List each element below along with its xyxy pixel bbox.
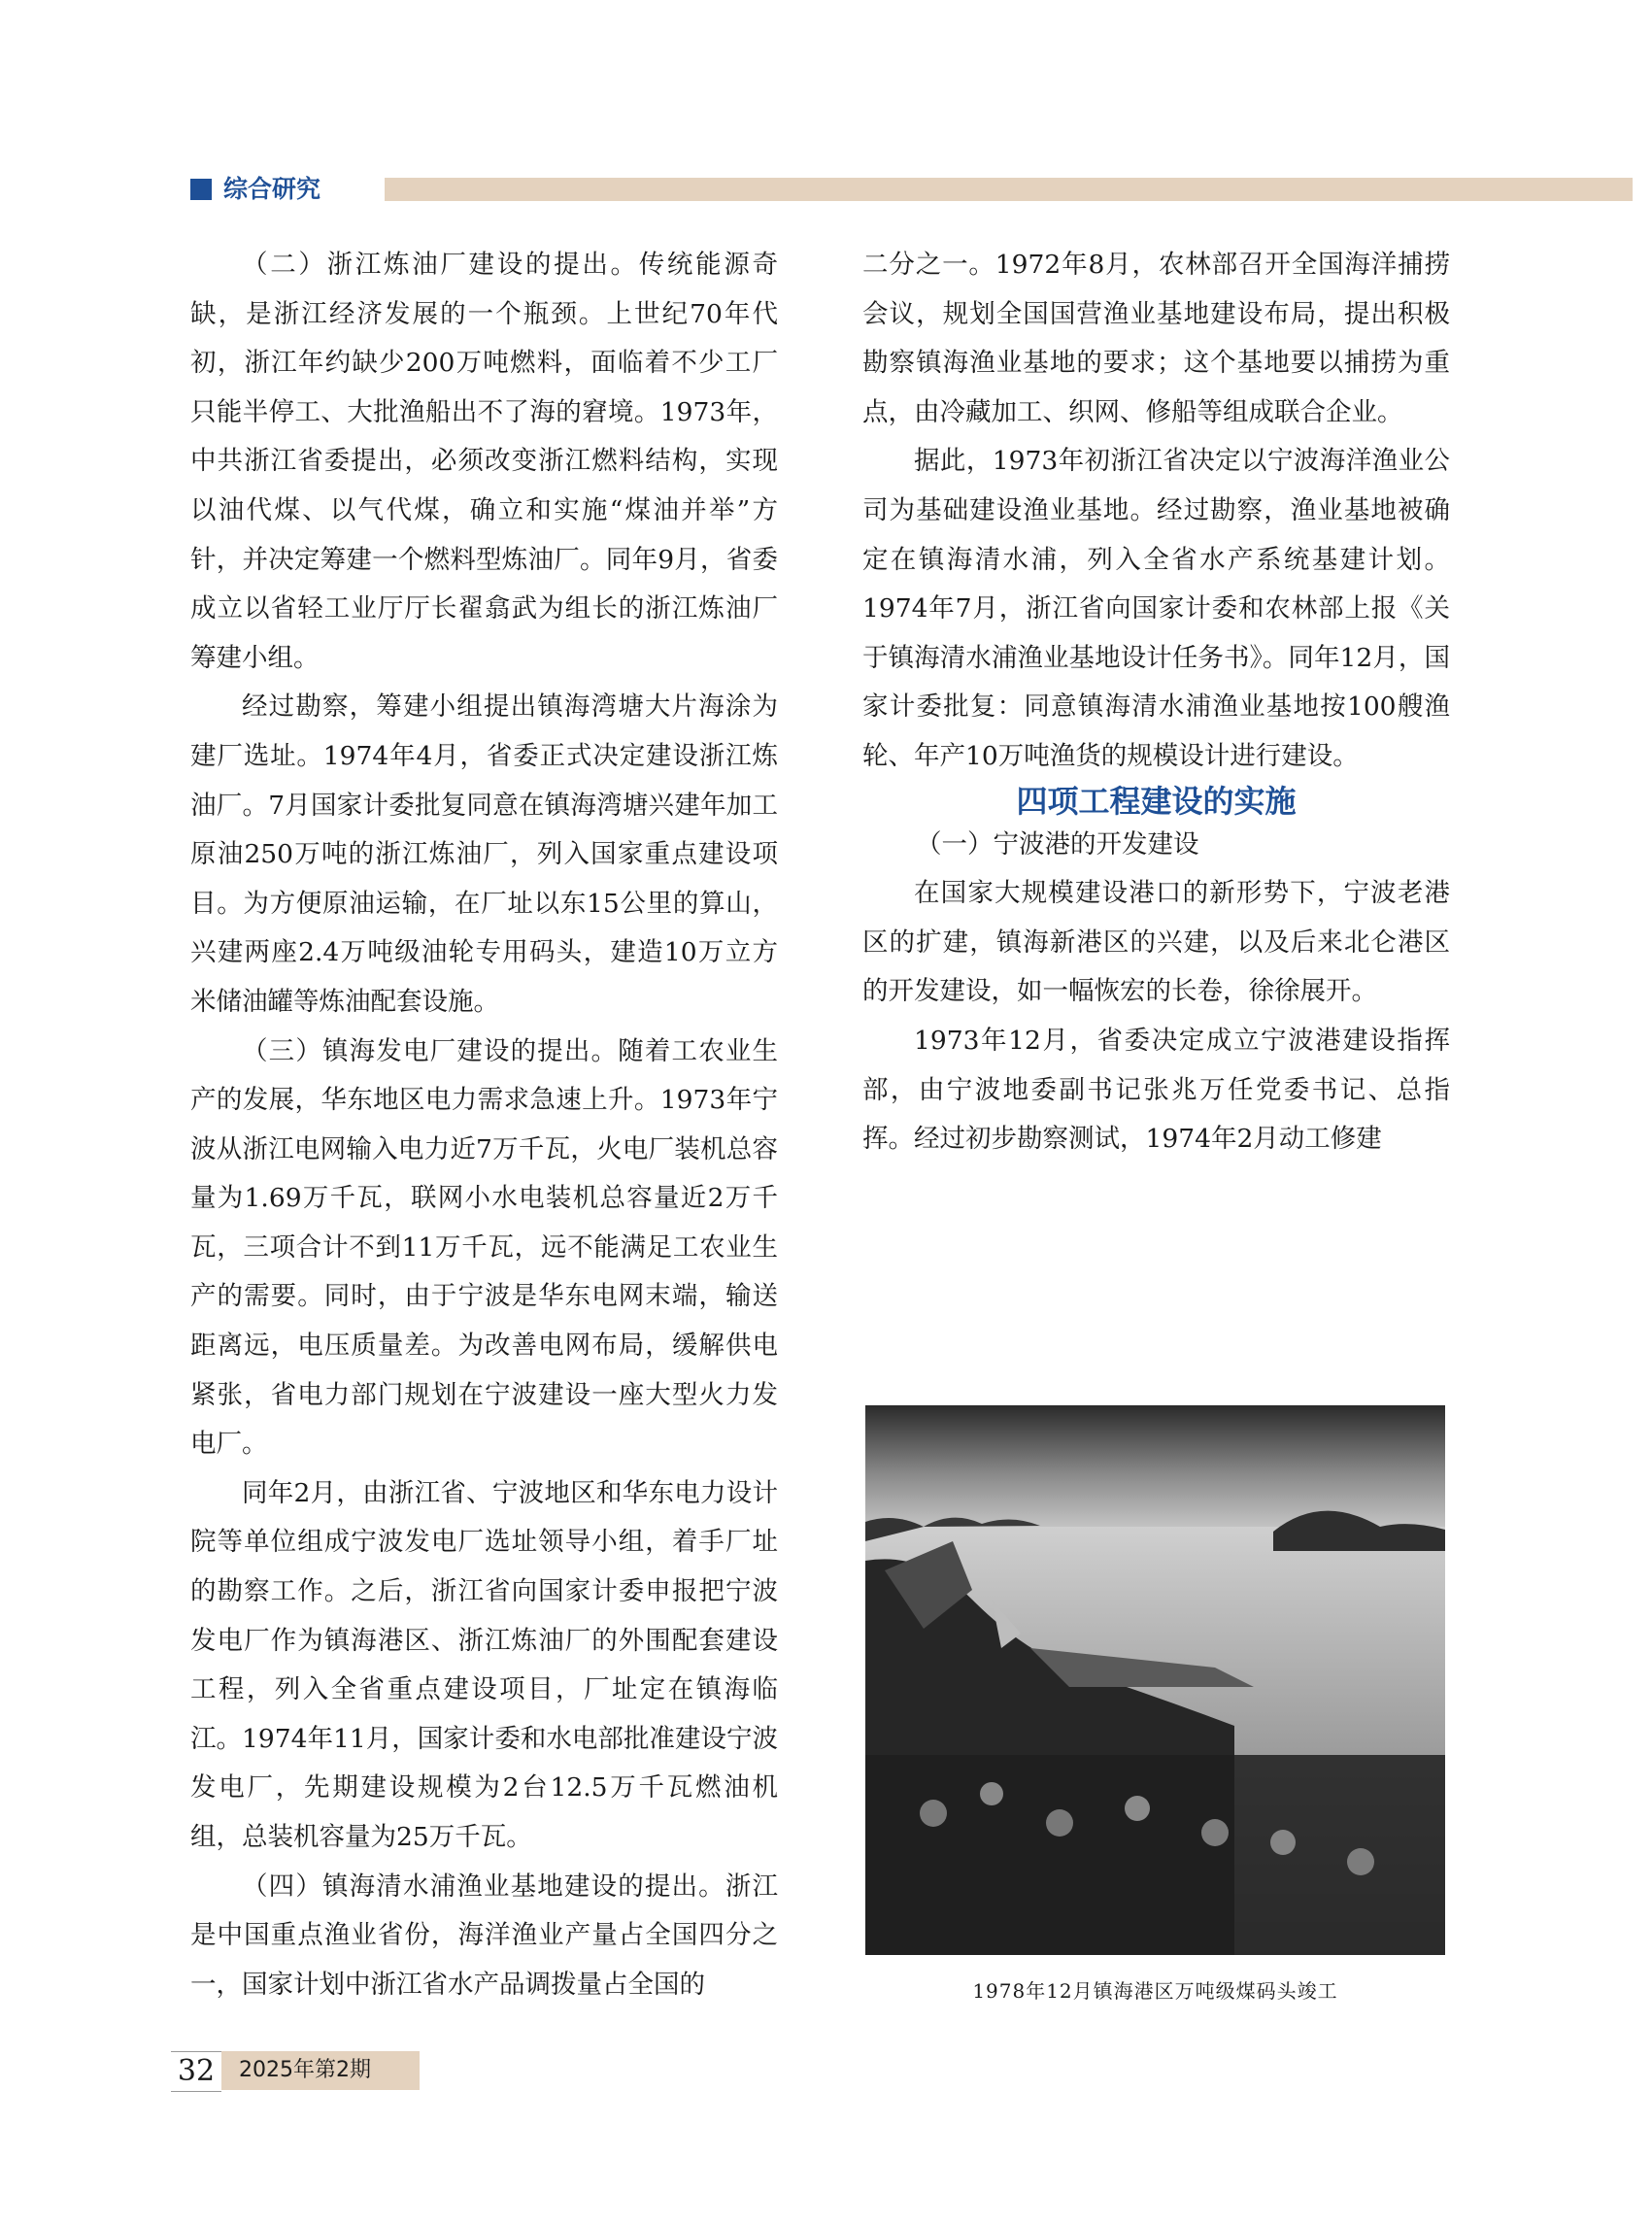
paragraph-body: 随着工农业生产的发展，华东地区电力需求急速上升。1973年宁波从浙江电网输入电力近7万千瓦，火电厂装机总容量为1.69万千瓦，联网小水电装机总容量近2万千瓦，三项合计不到11万千瓦，远不能满足工农业生产的需要。同时，由于宁波是华东电网末端，输送距离远，电压质量差。为改善电网布局，缓解供电紧张，省电力部门规划在宁波建设一座大型火力发电厂。 <box>190 1035 779 1460</box>
section-heading: 四项工程建设的实施 <box>1016 782 1297 820</box>
paragraph: 据此，1973年初浙江省决定以宁波海洋渔业公司为基础建设渔业基地。经过勘察，渔业基地被确定在镇海清水浦，列入全省水产系统基建计划。1974年7月，浙江省向国家计委和农林部上报《关于镇海清水浦渔业基地设计任务书》。同年12月，国家计委批复：同意镇海清水浦渔业基地按100艘渔轮、年产10万吨渔货的规模设计进行建设。 <box>862 446 1450 771</box>
paragraph <box>190 1863 778 2010</box>
person <box>920 1800 947 1827</box>
person <box>1201 1819 1229 1846</box>
harbor-photo-illustration <box>865 1405 1445 1955</box>
sky <box>865 1405 1445 1532</box>
subheading: （一）宁波港的开发建设 <box>916 828 1199 860</box>
person <box>1125 1796 1150 1821</box>
paragraph-lead: （二）浙江炼油厂建设的提出。 <box>242 250 639 280</box>
paragraph <box>190 241 778 683</box>
paragraph-continued: 二分之一。1972年8月，农林部召开全国海洋捕捞会议，规划全国国营渔业基地建设布局，提出积极勘察镇海渔业基地的要求；这个基地要以捕捞为重点，由冷藏加工、织网、修船等组成联合企业。 <box>862 250 1450 427</box>
paragraph-lead: （四）镇海清水浦渔业基地建设的提出。 <box>242 1871 725 1902</box>
person <box>1046 1809 1073 1837</box>
person <box>1347 1848 1374 1875</box>
paragraph: 在国家大规模建设港口的新形势下，宁波老港区的扩建，镇海新港区的兴建，以及后来北仑港区的开发建设，如一幅恢宏的长卷，徐徐展开。 <box>862 878 1450 1007</box>
paragraph: 同年2月，由浙江省、宁波地区和华东电力设计院等单位组成宁波发电厂选址领导小组，着手厂址的勘察工作。之后，浙江省向国家计委申报把宁波发电厂作为镇海港区、浙江炼油厂的外围配套建设工程，列入全省重点建设项目，厂址定在镇海临江。1974年11月，国家计委和水电部批准建设宁波发电厂，先期建设规模为2台12.5万千瓦燃油机组，总装机容量为25万千瓦。 <box>190 1477 778 1852</box>
section-label: 综合研究 <box>223 175 321 203</box>
left-text-column <box>190 241 778 2009</box>
paragraph-body: 浙江是中国重点渔业省份，海洋渔业产量占全国四分之一，国家计划中浙江省水产品调拨量占全国的 <box>190 1871 779 2000</box>
person <box>1270 1830 1296 1855</box>
paragraph-body: 传统能源奇缺，是浙江经济发展的一个瓶颈。上世纪70年代初，浙江年约缺少200万吨燃料，面临着不少工厂只能半停工、大批渔船出不了海的窘境。1973年，中共浙江省委提出，必须改变浙江燃料结构，实现以油代煤、以气代煤，确立和实施“煤油并举”方针，并决定筹建一个燃料型炼油厂。同年9月，省委成立以省轻工业厅厅长翟翕武为组长的浙江炼油厂筹建小组。 <box>190 250 779 673</box>
paragraph <box>190 1028 778 1469</box>
header-decorative-bar <box>385 178 1633 201</box>
section-marker-square <box>190 179 212 200</box>
issue-label: 2025年第2期 <box>221 2051 420 2090</box>
page-number: 32 <box>171 2051 221 2092</box>
photo-caption: 1978年12月镇海港区万吨级煤码头竣工 <box>972 1979 1338 2003</box>
paragraph: 经过勘察，筹建小组提出镇海湾塘大片海涂为建厂选址。1974年4月，省委正式决定建设浙江炼油厂。7月国家计委批复同意在镇海湾塘兴建年加工原油250万吨的浙江炼油厂，列入国家重点建设项目。为方便原油运输，在厂址以东15公里的算山，兴建两座2.4万吨级油轮专用码头，建造10万立方米储油罐等炼油配套设施。 <box>190 691 778 1017</box>
harbor-photo <box>865 1405 1445 1955</box>
person <box>980 1782 1003 1805</box>
right-text-column <box>862 241 1450 1164</box>
paragraph: 1973年12月，省委决定成立宁波港建设指挥部，由宁波地委副书记张兆万任党委书记、总指挥。经过初步勘察测试，1974年2月动工修建 <box>862 1025 1450 1155</box>
paragraph-lead: （三）镇海发电厂建设的提出。 <box>242 1035 619 1066</box>
